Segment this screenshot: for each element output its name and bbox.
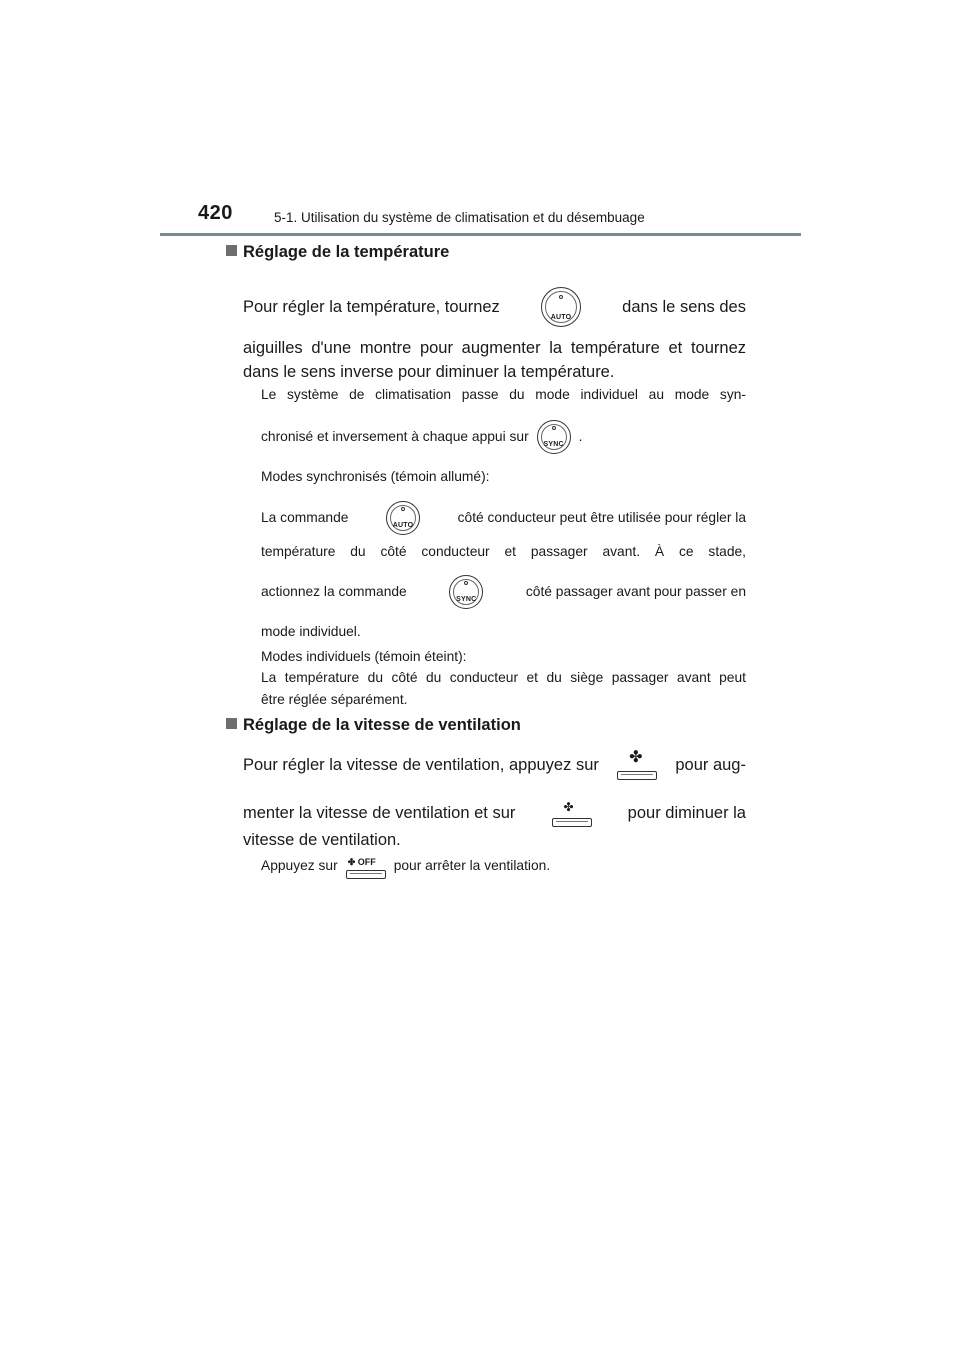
fan-speed-paragraph xyxy=(243,748,746,848)
fan-icon: ✤ xyxy=(629,749,643,766)
note-line: côté passager avant pour passer en xyxy=(525,584,746,599)
page-header xyxy=(198,200,800,234)
note-line: mode individuel. xyxy=(261,624,361,639)
page-number: 420 xyxy=(198,202,233,224)
note-line: . xyxy=(578,429,583,444)
square-bullet-icon xyxy=(226,245,237,256)
sync-knob-label: SYNC xyxy=(456,596,477,603)
fan-down-button-icon xyxy=(552,799,592,827)
note-line: Le système de climatisation passe du mode individuel au mode syn- xyxy=(261,387,746,402)
section-heading-fan-speed xyxy=(226,716,746,735)
note-line: La température du côté du conducteur et du siège passager avant peut xyxy=(261,670,746,685)
auto-knob-label: AUTO xyxy=(392,522,414,529)
chapter-title: 5-1. Utilisation du système de climatisation et du désembuage xyxy=(274,210,645,225)
section-heading-temperature xyxy=(226,243,746,262)
sync-knob-label: SYNC xyxy=(543,441,564,448)
text-line: Pour régler la vitesse de ventilation, appuyez sur xyxy=(243,756,599,774)
fan-up-button-icon xyxy=(617,750,657,780)
temperature-notes xyxy=(261,386,746,706)
fan-off-button-icon xyxy=(346,853,386,879)
note-line: actionnez la commande xyxy=(261,584,407,599)
auto-knob-icon xyxy=(386,501,420,535)
text-line: pour aug- xyxy=(675,756,746,774)
note-line: côté conducteur peut être utilisée pour régler la xyxy=(457,510,746,525)
heading-text: Réglage de la vitesse de ventilation xyxy=(243,716,521,734)
note-line: Modes synchronisés (témoin allumé): xyxy=(261,469,490,484)
heading-text: Réglage de la température xyxy=(243,243,450,261)
note-line: être réglée séparément. xyxy=(261,692,408,707)
note-line: température du côté conducteur et passager avant. À ce stade, xyxy=(261,544,746,559)
sync-knob-icon xyxy=(449,575,483,609)
off-label: OFF xyxy=(357,857,376,867)
auto-knob-icon xyxy=(541,287,581,327)
sync-knob-icon xyxy=(537,420,571,454)
text-line: menter la vitesse de ventilation et sur xyxy=(243,804,516,822)
note-line: La commande xyxy=(261,510,349,525)
text-line: pour diminuer la xyxy=(627,804,746,822)
text-line: vitesse de ventilation. xyxy=(243,831,401,849)
text-line: dans le sens des xyxy=(622,298,746,316)
text-line: aiguilles d'une montre pour augmenter la température et tournez xyxy=(243,339,746,357)
note-line: Modes individuels (témoin éteint): xyxy=(261,649,467,664)
note-line: Appuyez sur xyxy=(261,858,338,873)
note-line: chronisé et inversement à chaque appui sur xyxy=(261,429,529,444)
auto-knob-label: AUTO xyxy=(550,314,572,321)
fan-off-note xyxy=(261,853,746,883)
fan-off-label: ✤ OFF xyxy=(347,857,376,867)
square-bullet-icon xyxy=(226,718,237,729)
fan-icon: ✤ xyxy=(563,800,574,814)
note-line: pour arrêter la ventilation. xyxy=(393,858,551,873)
text-line: Pour régler la température, tournez xyxy=(243,298,500,316)
text-line: dans le sens inverse pour diminuer la température. xyxy=(243,363,615,381)
header-rule xyxy=(160,233,801,236)
